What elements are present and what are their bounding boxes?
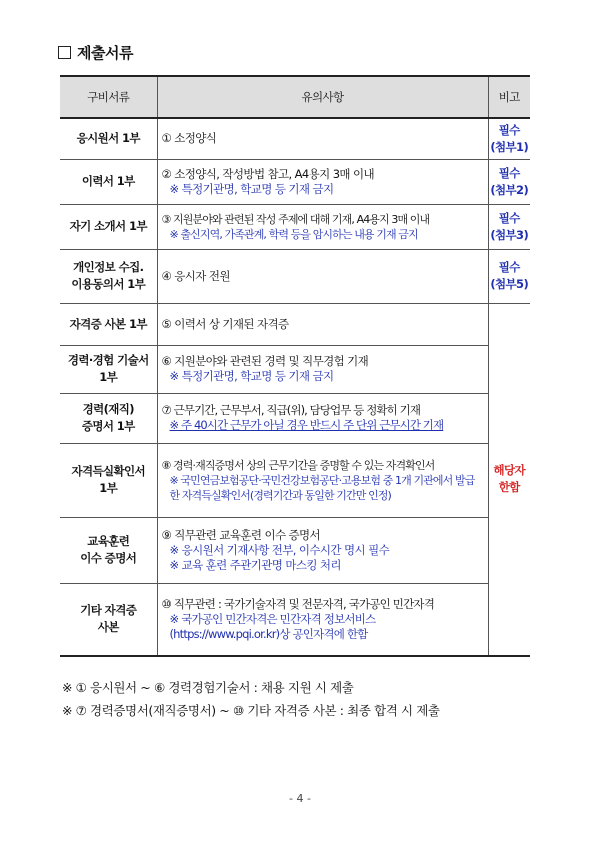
remark-text: 필수 (첨부2) (490, 165, 529, 197)
doc-note (157, 303, 488, 345)
doc-name: 교육훈련 이수 증명서 (60, 517, 157, 583)
footnote-submission-final: ※ ⑦ 경력증명서(재직증명서) ~ ⑩ 기타 자격증 사본 : 최종 합격 시 제출 (62, 703, 440, 718)
note-line-2: ※ 특정기관명, 학교명 등 기재 금지 (169, 181, 334, 196)
remark-required (488, 249, 530, 303)
doc-name: 응시원서 1부 (60, 118, 157, 159)
note-line-2: ※ 국가공인 민간자격은 민간자격 정보서비스(https://www.pqi.or.kr)상 공인자격에 한함 (169, 611, 376, 641)
note-line-1: ① 소정양식 (161, 131, 217, 146)
note-line-3: ※ 교육 훈련 주관기관명 마스킹 처리 (169, 557, 341, 572)
remark-text: 필수 (첨부3) (490, 210, 529, 242)
page-number: - 4 - (289, 792, 311, 805)
doc-note (157, 204, 488, 249)
remark-text: 필수 (첨부1) (490, 122, 529, 154)
note-line-1: ② 소정양식, 작성방법 참고, A4용지 3매 이내 (161, 166, 374, 181)
doc-note (157, 118, 488, 159)
note-line-1: ③ 지원분야와 관련된 작성 주제에 대해 기재, A4용지 3매 이내 (161, 212, 430, 226)
documents-table (60, 75, 530, 657)
note-line-1: ⑩ 직무관련 : 국가기술자격 및 전문자격, 국가공인 민간자격 (161, 596, 435, 611)
table-row (60, 583, 530, 656)
table-row (60, 249, 530, 303)
remark-applicable-only (488, 303, 530, 656)
table-row (60, 517, 530, 583)
doc-name: 경력(재직) 증명서 1부 (60, 393, 157, 443)
note-line-2: ※ 주 40시간 근무가 아닐 경우 반드시 주 단위 근무시간 기재 (169, 418, 444, 432)
note-line-1: ⑧ 경력·재직증명서 상의 근무기간을 증명할 수 있는 자격확인서 (161, 458, 435, 472)
doc-note (157, 345, 488, 393)
doc-name: 이력서 1부 (60, 159, 157, 204)
note-line-1: ⑨ 직무관련 교육훈련 이수 증명서 (161, 527, 321, 542)
table-row (60, 443, 530, 517)
note-line-2: ※ 응시원서 기재사항 전부, 이수시간 명시 필수 (169, 542, 390, 557)
note-line-1: ④ 응시자 전원 (161, 268, 230, 283)
note-line-2: ※ 출신지역, 가족관계, 학력 등을 암시하는 내용 기재 금지 (169, 227, 418, 241)
doc-name: 개인정보 수집. 이용동의서 1부 (60, 249, 157, 303)
table-row (60, 159, 530, 204)
remark-text: 해당자 한함 (493, 463, 526, 495)
doc-note (157, 443, 488, 517)
table-row (60, 118, 530, 159)
doc-note (157, 249, 488, 303)
doc-note (157, 583, 488, 656)
table-row (60, 393, 530, 443)
doc-name: 기타 자격증 사본 (60, 583, 157, 656)
header-remarks: 비고 (488, 76, 530, 118)
table-row (60, 204, 530, 249)
doc-name: 경력·경험 기술서 1부 (60, 345, 157, 393)
note-line-1: ⑦ 근무기간, 근무부서, 직급(위), 담당업무 등 정확히 기재 (161, 403, 421, 417)
note-line-2: ※ 국민연금보험공단·국민건강보험공단·고용보험 중 1개 기관에서 발급한 자격득실확인서(경력기간과 동일한 기간만 인정) (169, 473, 475, 502)
section-title (58, 42, 133, 63)
doc-note (157, 517, 488, 583)
table-row (60, 345, 530, 393)
remark-required (488, 204, 530, 249)
table-header-row (60, 76, 530, 118)
doc-name: 자격득실확인서 1부 (60, 443, 157, 517)
section-title-text: 제출서류 (77, 44, 133, 62)
remark-text: 필수 (첨부5) (490, 260, 529, 291)
header-documents: 구비서류 (60, 76, 157, 118)
remark-required (488, 159, 530, 204)
footnote-submission-apply: ※ ① 응시원서 ~ ⑥ 경력경험기술서 : 채용 지원 시 제출 (62, 680, 354, 695)
note-line-2: ※ 특정기관명, 학교명 등 기재 금지 (169, 369, 334, 383)
doc-name: 자기 소개서 1부 (60, 204, 157, 249)
doc-note (157, 393, 488, 443)
header-notes: 유의사항 (157, 76, 488, 118)
checkbox-square-icon (58, 46, 71, 59)
note-line-1: ⑥ 지원분야와 관련된 경력 및 직무경험 기재 (161, 354, 369, 368)
doc-name: 자격증 사본 1부 (60, 303, 157, 345)
table-row (60, 303, 530, 345)
remark-required (488, 118, 530, 159)
doc-note (157, 159, 488, 204)
note-line-1: ⑤ 이력서 상 기재된 자격증 (161, 316, 289, 331)
